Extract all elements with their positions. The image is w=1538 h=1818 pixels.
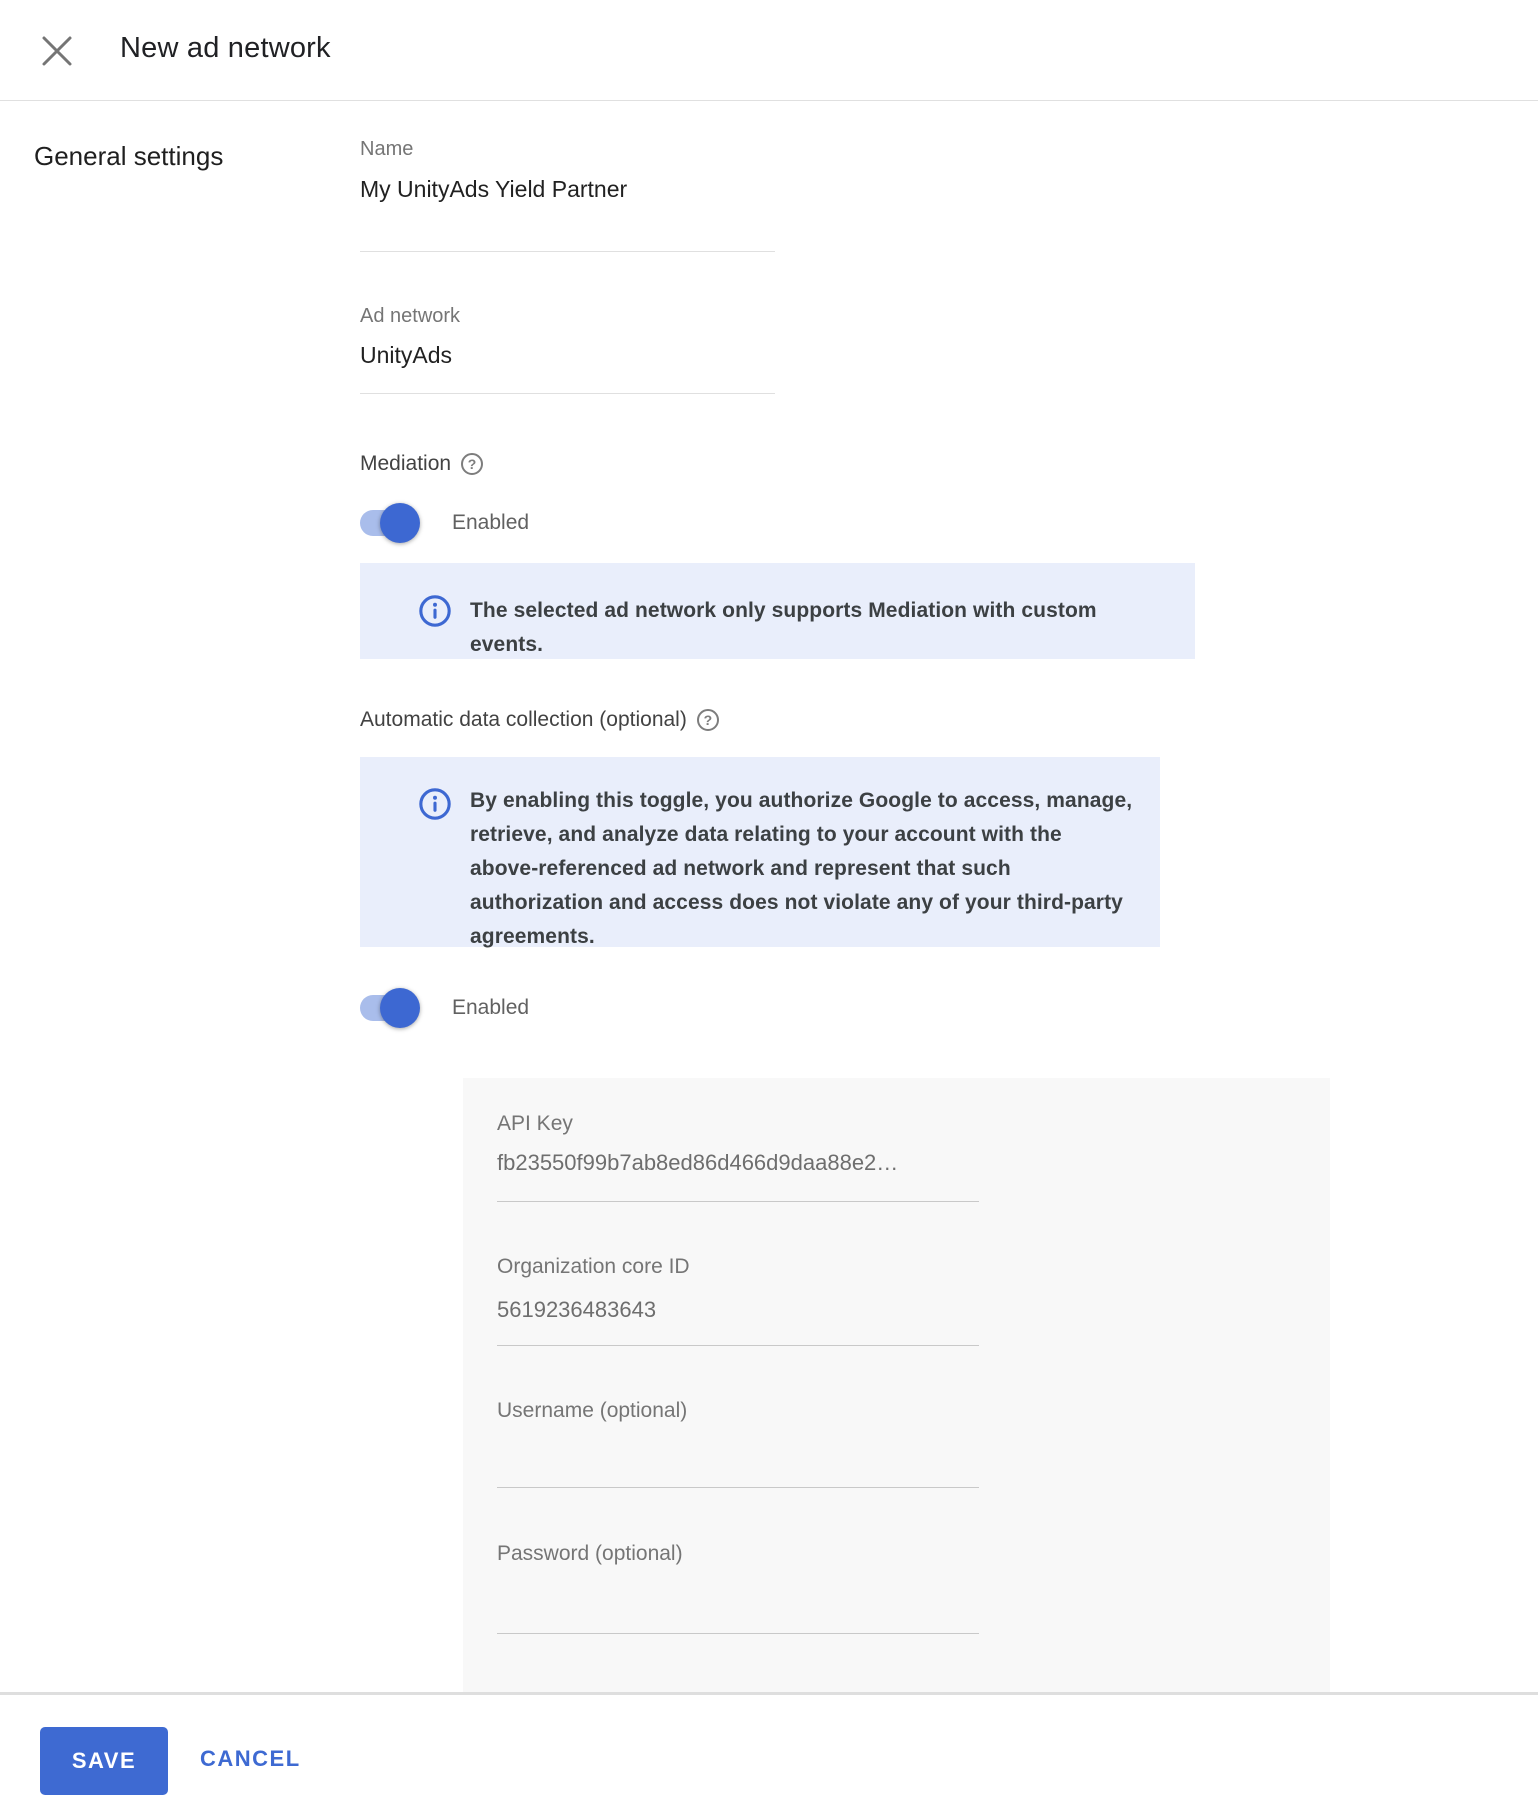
toggle-thumb: [380, 503, 420, 543]
api-key-underline: [497, 1201, 979, 1202]
section-title: General settings: [34, 141, 224, 171]
org-core-id-label: Organization core ID: [497, 1255, 690, 1278]
username-label: Username (optional): [497, 1399, 688, 1422]
mediation-toggle[interactable]: [360, 503, 420, 543]
mediation-label: Mediation: [360, 452, 452, 475]
name-field-label: Name: [360, 138, 414, 160]
password-input[interactable]: [497, 1633, 979, 1634]
cancel-button[interactable]: CANCEL: [200, 1746, 301, 1771]
auto-data-collection-help-icon[interactable]: ?: [697, 709, 719, 731]
ad-network-field-value[interactable]: UnityAds: [360, 342, 453, 368]
name-field-value[interactable]: My UnityAds Yield Partner: [360, 176, 628, 202]
name-field-underline: [360, 251, 775, 252]
mediation-toggle-state: Enabled: [452, 511, 530, 534]
mediation-info-text: The selected ad network only supports Mediation with custom events.: [470, 599, 1097, 656]
auto-data-collection-info-text: By enabling this toggle, you authorize Google to access, manage, retrieve, and analyze data relating to your account with the above-referenced ad network and represent that such authorization and access does not violate any of your third-party agreements.: [470, 789, 1133, 948]
footer-divider: [0, 1692, 1538, 1695]
toggle-thumb: [380, 988, 420, 1028]
dialog-title: New ad network: [120, 32, 331, 64]
close-icon[interactable]: [40, 34, 74, 68]
auto-data-collection-toggle-row: [360, 988, 529, 1028]
username-input[interactable]: [497, 1487, 979, 1488]
auto-data-collection-toggle-state: Enabled: [452, 996, 530, 1019]
org-core-id-underline: [497, 1345, 979, 1346]
mediation-help-icon[interactable]: ?: [461, 453, 483, 475]
org-core-id-value[interactable]: 5619236483643: [497, 1297, 657, 1322]
api-key-value[interactable]: fb23550f99b7ab8ed86d466d9daa88e2…: [497, 1150, 899, 1175]
auto-data-collection-info-banner: [360, 757, 1160, 947]
mediation-heading: [360, 452, 483, 476]
save-button[interactable]: SAVE: [40, 1727, 168, 1795]
auto-data-collection-toggle[interactable]: [360, 988, 420, 1028]
mediation-toggle-row: [360, 503, 529, 543]
mediation-info-banner: [360, 563, 1195, 659]
info-icon: [418, 594, 452, 628]
info-icon: [418, 787, 452, 821]
dialog-header: [0, 0, 1538, 101]
auto-data-collection-heading: [360, 708, 719, 732]
password-label: Password (optional): [497, 1542, 683, 1565]
ad-network-field-label: Ad network: [360, 305, 461, 327]
ad-network-field-underline: [360, 393, 775, 394]
api-key-label: API Key: [497, 1112, 573, 1135]
auto-data-collection-label: Automatic data collection (optional): [360, 708, 687, 731]
